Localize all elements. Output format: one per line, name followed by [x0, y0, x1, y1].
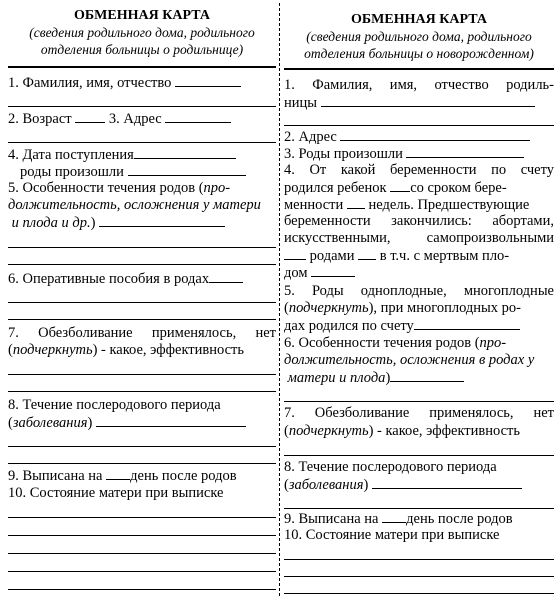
left-field-2-3-label: 2. Возраст 3. Адрес: [8, 110, 276, 128]
left-field-10-line1: [8, 517, 276, 518]
left-field-3-line: [8, 142, 276, 143]
right-card-subtitle-line2: отделения больницы о новорожденном): [304, 46, 534, 61]
left-field-10-line4: [8, 571, 276, 572]
right-field-8-line2: (заболевания): [284, 476, 554, 494]
left-field-10-line5: [8, 589, 276, 590]
right-field-9-blank: [382, 510, 406, 523]
right-card-title: ОБМЕННАЯ КАРТА: [351, 12, 487, 27]
left-field-9-label: 9. Выписана на день после родов: [8, 468, 237, 484]
right-field-7-line-a: [284, 455, 554, 456]
left-field-9-blank: [106, 467, 130, 480]
left-field-6-blank: [209, 270, 243, 283]
left-field-3-blank: [165, 110, 231, 123]
right-field-6-italic-line2: должительность, осложнения в родах у: [284, 352, 535, 368]
left-field-8-line2: (заболевания): [8, 414, 276, 432]
left-card-subtitle-line1: (сведения родильного дома, родильного: [29, 25, 255, 40]
left-field-6-line1: [8, 302, 276, 303]
left-field-8-label: 8. Течение послеродового периода: [8, 397, 221, 413]
right-field-4-line3: менности недель. Предшествующие: [284, 197, 530, 213]
left-card: [8, 0, 276, 599]
left-field-7-label: 7. Обезболивание применялось, нет: [8, 325, 276, 341]
right-field-4-weeks-blank: [347, 196, 365, 209]
right-field-3-blank: [406, 145, 524, 158]
right-field-3-label: 3. Роды произошли: [284, 145, 554, 163]
right-card-subtitle-line1: (сведения родильного дома, родильного: [306, 29, 532, 44]
left-field-5-line2: [8, 264, 276, 265]
right-field-7-line2: (подчеркнуть) - какое, эффективность: [284, 423, 520, 439]
left-field-5-blank: [99, 214, 225, 227]
right-field-1-blank: [321, 94, 535, 107]
right-field-9-label: 9. Выписана на день после родов: [284, 511, 513, 527]
right-card: [284, 0, 554, 599]
left-field-2-blank: [75, 110, 105, 123]
right-field-1-label: 1. Фамилия, имя, отчество родиль-: [284, 77, 554, 93]
left-field-4-blank: [134, 146, 236, 159]
left-field-8-line1: [8, 446, 276, 447]
left-field-7-line-b: [8, 391, 276, 392]
right-field-5-label: 5. Роды одноплодные, многоплодные: [284, 283, 554, 299]
left-field-5-italic-line3: и плода и др.): [8, 214, 276, 232]
right-field-4-line6: родами в т.ч. с мертвым пло-: [284, 247, 554, 265]
right-field-4-line5: искусственными, самопроизвольными: [284, 230, 554, 246]
left-card-subtitle-line2: отделения больницы о родильнице): [40, 42, 244, 57]
right-field-10-line2: [284, 576, 554, 577]
right-field-6-line3: матери и плода): [284, 369, 554, 387]
left-field-7-line2: (подчеркнуть) - какое, эффективность: [8, 342, 244, 358]
left-field-8-line2-rule: [8, 463, 276, 464]
left-field-6-label: 6. Оперативные пособия в родах: [8, 270, 276, 288]
right-field-8-blank: [372, 476, 522, 489]
left-field-8-blank: [96, 414, 246, 427]
left-field-5-line1: [8, 247, 276, 248]
right-field-2-label: 2. Адрес: [284, 128, 554, 146]
right-field-6-label: 6. Особенности течения родов (про-: [284, 335, 507, 351]
right-field-4-line4: беременности закончились: абортами,: [284, 213, 554, 229]
right-field-7-label: 7. Обезболивание применялось, нет: [284, 405, 554, 421]
right-field-1-line2: ницы: [284, 94, 554, 112]
right-field-4-spontaneous-blank: [284, 247, 306, 260]
left-field-4-births-label: роды произошли: [20, 163, 276, 181]
right-field-10-label: 10. Состояние матери при выписке: [284, 527, 500, 543]
left-field-6-line2: [8, 319, 276, 320]
left-field-10-line3: [8, 553, 276, 554]
left-field-10-line2: [8, 535, 276, 536]
left-field-1-blank: [175, 74, 241, 87]
left-field-7-line1: [8, 374, 276, 375]
left-card-title: ОБМЕННАЯ КАРТА: [74, 8, 210, 23]
right-field-8-label: 8. Течение послеродового периода: [284, 459, 497, 475]
left-field-10-label: 10. Состояние матери при выписке: [8, 485, 224, 501]
cut-line-divider: [279, 3, 280, 596]
right-field-5-line3: дах родился по счету: [284, 317, 554, 335]
right-field-10-line3: [284, 593, 554, 594]
left-header-rule: [8, 66, 276, 68]
right-field-4-births-blank: [358, 247, 376, 260]
right-field-5-blank: [414, 317, 520, 330]
right-field-6-blank: [390, 369, 464, 382]
right-field-1-line: [284, 125, 554, 126]
right-header-rule: [284, 68, 554, 70]
right-field-4-line7: дом: [284, 264, 554, 282]
left-field-1-label: 1. Фамилия, имя, отчество: [8, 74, 276, 92]
right-field-5-line2: (подчеркнуть), при многоплодных ро-: [284, 300, 521, 316]
right-field-4-label: 4. От какой беременности по счету: [284, 162, 554, 178]
right-field-4-number-blank: [390, 179, 410, 192]
right-field-4-stillborn-blank: [311, 264, 355, 277]
right-field-6-line: [284, 401, 554, 402]
left-field-1-line: [8, 106, 276, 107]
left-field-4-label: 4. Дата поступления: [8, 146, 276, 164]
left-field-4-births-blank: [128, 163, 246, 176]
right-field-2-blank: [340, 128, 530, 141]
right-field-4-line2: родился ребенок со сроком бере-: [284, 180, 507, 196]
left-field-5-label: 5. Особенности течения родов (про-: [8, 180, 231, 196]
right-field-10-line1: [284, 559, 554, 560]
right-field-8-line: [284, 508, 554, 509]
left-field-5-italic-line2: должительность, осложнения у матери: [8, 197, 261, 213]
